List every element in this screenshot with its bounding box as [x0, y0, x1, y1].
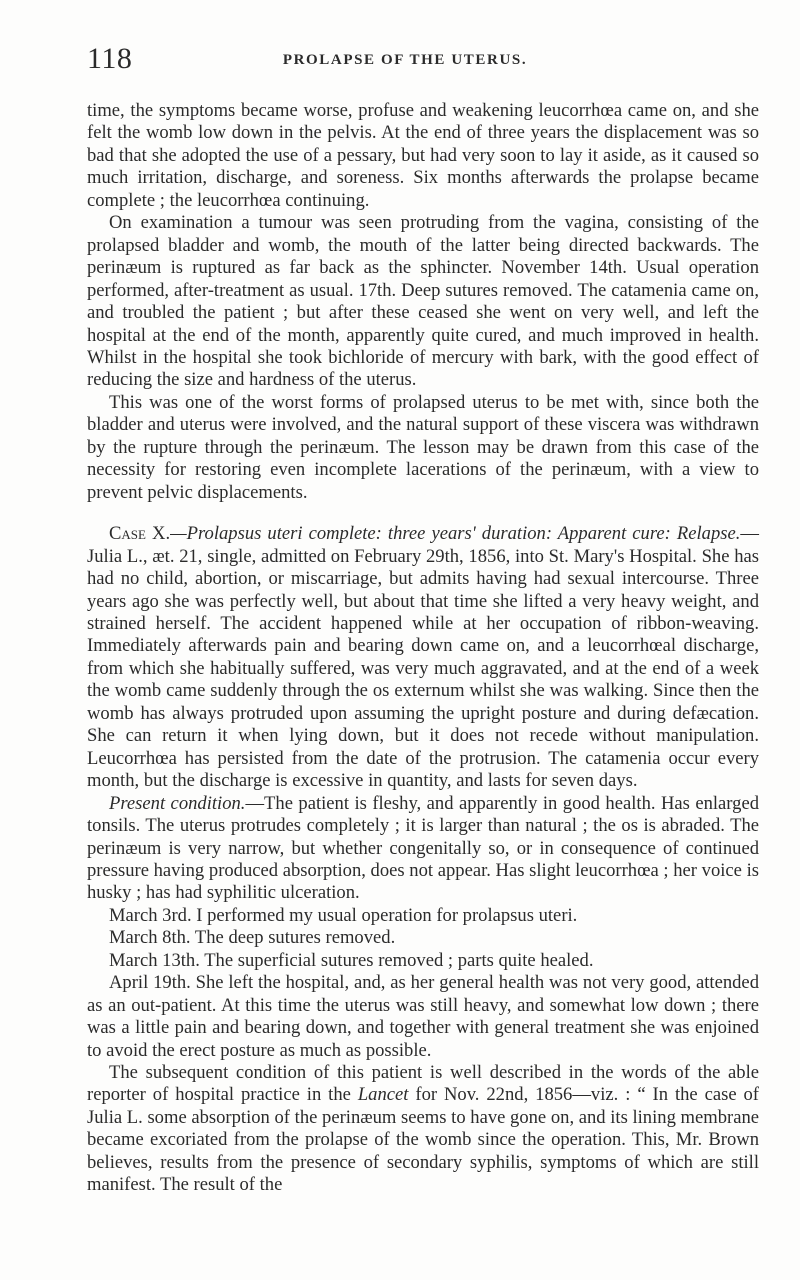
entry-march-13: March 13th. The superficial sutures removed ; parts quite healed. — [109, 949, 594, 971]
entry-april-19: April 19th. She left the hospital, and, as her general health was not very good, attended as an out-patient. At this time the uterus was still heavy, and somewhat low down ; there was a little pain and bearing down, and together with general treatment she was enjoined to avoid the erect posture as much as possible. — [87, 972, 759, 1061]
present-condition-paragraph — [87, 793, 759, 905]
page-number: 118 — [87, 42, 133, 75]
case-history: —Julia L., æt. 21, single, admitted on February 29th, 1856, into St. Mary's Hospital. She has had no child, abortion, or miscarriage, but admits having had sexual intercourse. Three years ago she was perfectly well, but about that time she lifted a very heavy weight, and strained herself. The accident happened while at her occupation of ribbon-weaving. Immediately afterwards pain and bearing down came on, and a leucorrhœal discharge, from which she habitually suffered, was very much aggravated, and at the end of a week the womb came suddenly through the os externum whilst she was walking. Since then the womb has always protruded upon assuming the upright posture and during defæcation. She can return it when lying down, but it does not recede without manipulation. Leucorrhœa has persisted from the date of the protrusion. The catamenia occur every month, but the discharge is excessive in quantity, and lasts for seven days. — [87, 523, 759, 792]
case-label: Case X. — [109, 523, 171, 545]
case-x-paragraph — [87, 523, 759, 792]
subsequent-text-end: for Nov. 22nd, 1856—viz. : “ In the case of Julia L. some absorption of the perinæum seems to have gone on, and its lining membrane became excoriated from the prolapse of the womb since the operation. This, Mr. Brown believes, results from the presence of secondary syphilis, symptoms of which are still manifest. The result of the — [87, 1084, 760, 1196]
subsequent-text-start: The subsequent condition of this patient is well described in the words of the able reporter of hospital practice in the — [87, 1062, 759, 1106]
present-condition-text: —The patient is fleshy, and apparently in good health. Has enlarged tonsils. The uterus protrudes completely ; it is larger than natural ; the os is abraded. The perinæum is very narrow, but whether congenitally so, or in consequence of continued pressure having produced absorption, does not appear. Has slight leucorrhœa ; her voice is husky ; has had syphilitic ulceration. — [87, 792, 760, 904]
entry-march-8: March 8th. The deep sutures removed. — [109, 927, 396, 949]
present-condition-label: Present condition. — [109, 792, 246, 814]
entry-march-3: March 3rd. I performed my usual operation for prolapsus uteri. — [109, 904, 578, 926]
paragraph-continuation: time, the symptoms became worse, profuse and weakening leucorrhœa came on, and she felt the womb low down in the pelvis. At the end of three years the displacement was so bad that she adopted the use of a pessary, but had very soon to lay it aside, as it caused so much irritation, discharge, and soreness. Six months afterwards the prolapse became complete ; the leucorrhœa continuing. — [87, 100, 759, 211]
case-title: —Prolapsus uteri complete: three years' duration: Apparent cure: Relapse. — [170, 523, 741, 545]
body-text — [87, 100, 759, 1197]
running-head — [55, 40, 755, 86]
journal-name: Lancet — [357, 1084, 409, 1106]
running-title: PROLAPSE OF THE UTERUS. — [282, 52, 528, 68]
paragraph-commentary: This was one of the worst forms of prolapsed uterus to be met with, since both the bladder and uterus were involved, and the natural support of these viscera was withdrawn by the rupture through the perinæum. The lesson may be drawn from this case of the necessity for restoring even incomplete lacerations of the perinæum, with a view to prevent pelvic displacements. — [87, 391, 759, 503]
subsequent-condition-paragraph — [87, 1062, 759, 1197]
paragraph-examination: On examination a tumour was seen protruding from the vagina, consisting of the prolapsed bladder and womb, the mouth of the latter being directed backwards. The perinæum is ruptured as far back as the sphincter. November 14th. Usual operation performed, after-treatment as usual. 17th. Deep sutures removed. The catamenia came on, and troubled the patient ; but after these ceased she went on very well, and left the hospital at the end of the month, apparently quite cured, and much improved in health. Whilst in the hospital she took bichloride of mercury with bark, with the good effect of reducing the size and hardness of the uterus. — [87, 212, 759, 391]
